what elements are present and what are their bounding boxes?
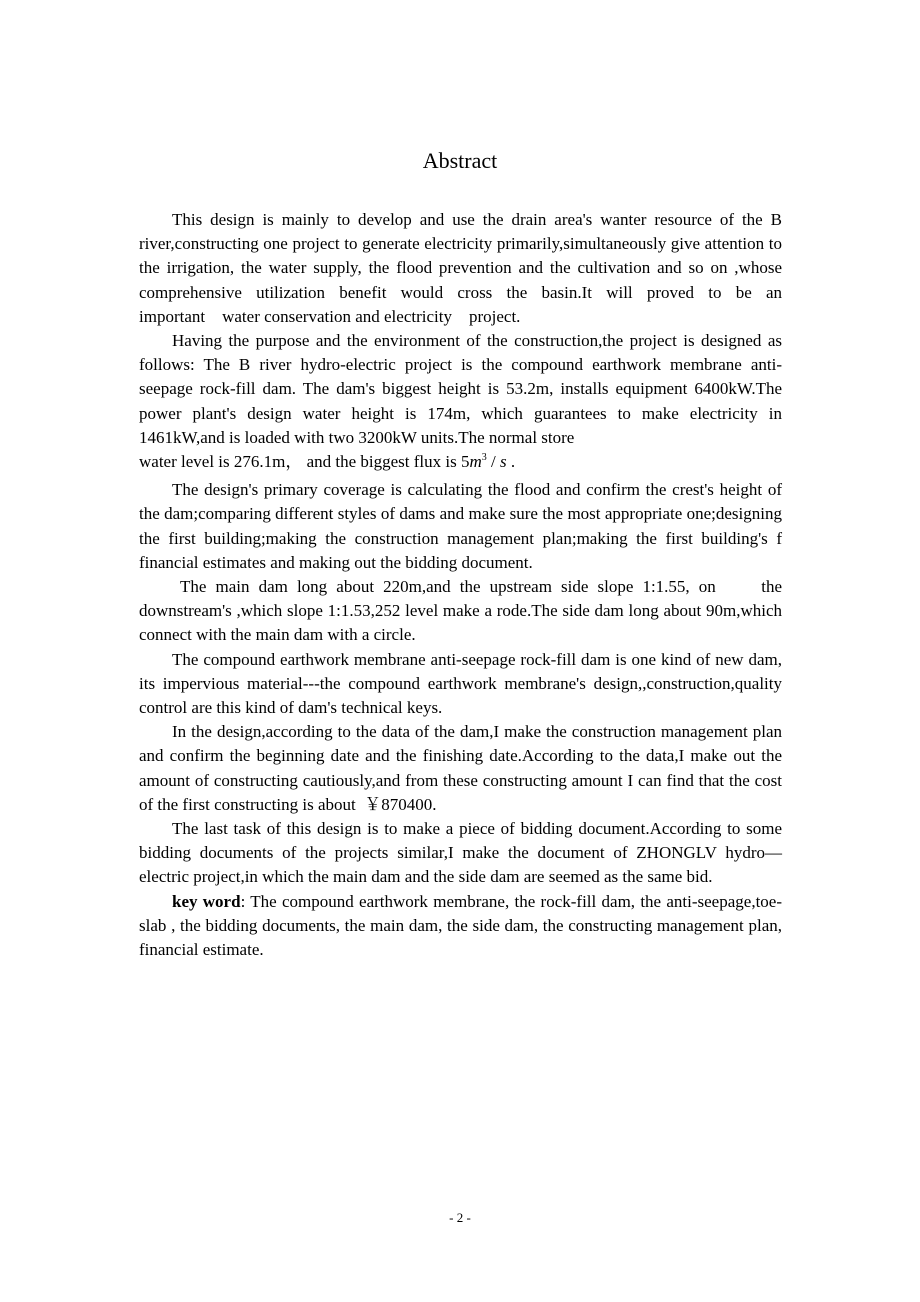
- keywords-paragraph: [139, 890, 782, 963]
- page-number: - 2 -: [449, 1210, 471, 1225]
- abstract-paragraph-2: [139, 329, 782, 474]
- formula-number: 5: [461, 452, 470, 472]
- keywords-text: : The compound earthwork membrane, the rock-fill dam, the anti-seepage,toe-slab , the bidding documents, the main dam, the side dam, the constructing management plan, financial estimate.: [139, 891, 782, 960]
- formula-exponent: 3: [481, 452, 487, 464]
- formula-lead-text: water level is 276.1m， and the biggest flux is: [139, 452, 461, 472]
- abstract-paragraph-6: In the design,according to the data of the dam,I make the construction management plan and confirm the beginning date and the finishing date.According to the data,I make out the amount of constructing cautiously,and from these constructing amount I can find that the cost of the first constructing is about ￥870400.: [139, 722, 782, 814]
- formula-unit: [470, 452, 487, 471]
- formula-unit-m: m: [469, 452, 482, 472]
- flux-formula-line: [139, 452, 515, 471]
- abstract-paragraph-1: This design is mainly to develop and use the drain area's wanter resource of the B river,constructing one project to generate electricity primarily,simultaneously give attention to the irrigation, the water supply, the flood prevention and the cultivation and so on ,whose comprehensive utilization benefit would cross the basin.It will proved to be an important water conservation and electricity project.: [139, 210, 782, 326]
- paragraph-2-text: Having the purpose and the environment of the construction,the project is designed as follows: The B river hydro-electric project is the compound earthwork membrane anti-seepage rock-fill dam. The dam's biggest height is 53.2m, installs equipment 6400kW.The power plant's design water height is 174m, which guarantees to make electricity in 1461kW,and is loaded with two 3200kW units.The normal store: [139, 331, 782, 447]
- page-title: Abstract: [422, 148, 498, 173]
- abstract-paragraph-3: The design's primary coverage is calculating the flood and confirm the crest's height of the dam;comparing different styles of dams and make sure the most appropriate one;designing the first building;making the construction management plan;making the first building's f financial estimates and making out the bidding document.: [139, 480, 782, 572]
- keywords-label: key word: [172, 891, 241, 911]
- abstract-paragraph-5: The compound earthwork membrane anti-seepage rock-fill dam is one kind of new dam, its impervious material---the compound earthwork membrane's design,,construction,quality control are this kind of dam's technical keys.: [139, 649, 782, 718]
- abstract-paragraph-7: The last task of this design is to make a piece of bidding document.According to some bidding documents of the projects similar,I make the document of ZHONGLV hydro—electric project,in which the main dam and the side dam are seemed as the same bid.: [139, 819, 782, 887]
- formula-end: .: [506, 452, 516, 472]
- formula-per: s: [500, 452, 507, 472]
- abstract-body: [139, 208, 782, 962]
- formula-slash: /: [486, 452, 501, 472]
- abstract-paragraph-4: The main dam long about 220m,and the upstream side slope 1:1.55, on the downstream's ,which slope 1:1.53,252 level make a rode.The side dam long about 90m,which connect with the main dam with a circle.: [139, 577, 782, 645]
